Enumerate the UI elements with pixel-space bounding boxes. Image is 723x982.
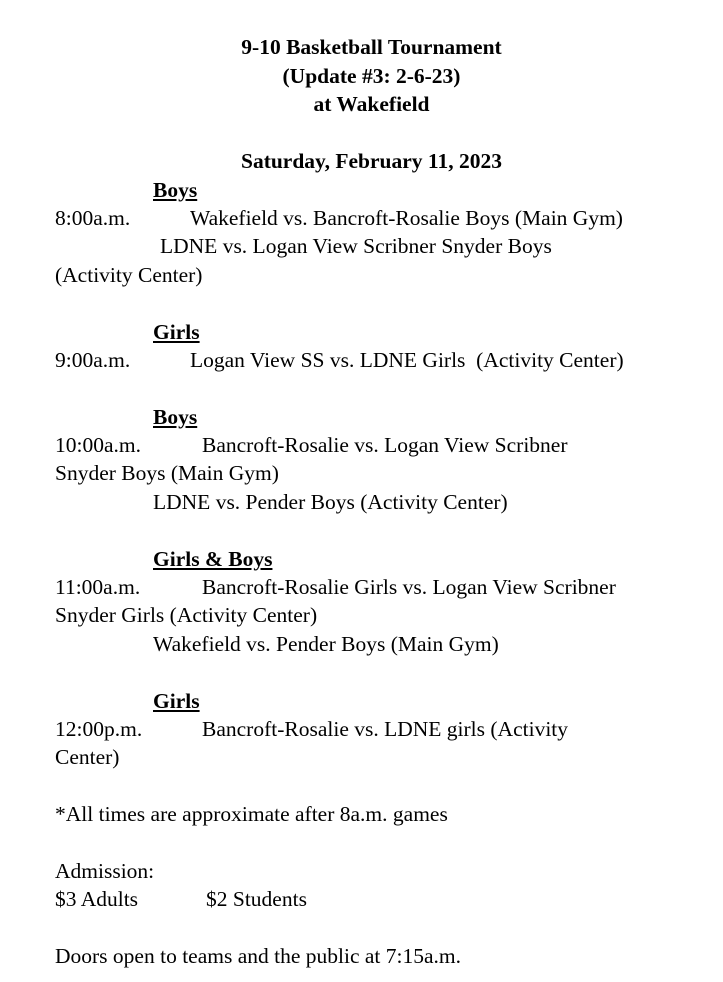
admission-adults: $3 Adults [55, 887, 139, 911]
game-line: LDNE vs. Logan View Scribner Snyder Boys [160, 234, 552, 258]
game-line: Wakefield vs. Pender Boys (Main Gym) [153, 632, 499, 656]
game-time: 9:00a.m. [55, 348, 131, 372]
admission-label: Admission: [55, 859, 155, 883]
game-line: Center) [55, 745, 120, 769]
document-date: Saturday, February 11, 2023 [240, 149, 502, 173]
game-line: Bancroft-Rosalie vs. LDNE girls (Activity [202, 717, 569, 741]
game-line: Snyder Boys (Main Gym) [55, 461, 279, 485]
game-line: LDNE vs. Pender Boys (Activity Center) [153, 490, 508, 514]
game-line: Bancroft-Rosalie vs. Logan View Scribner [202, 433, 568, 457]
game-line: Snyder Girls (Activity Center) [55, 603, 318, 627]
game-line: Logan View SS vs. LDNE Girls (Activity Center) [190, 348, 624, 372]
game-line: Wakefield vs. Bancroft-Rosalie Boys (Main Gym) [190, 206, 623, 230]
section-heading: Boys [153, 405, 198, 429]
game-time: 10:00a.m. [55, 433, 141, 457]
doors-open-note: Doors open to teams and the public at 7:15a.m. [55, 944, 462, 968]
section-heading: Boys [153, 178, 198, 202]
document-update: (Update #3: 2-6-23) [282, 64, 461, 88]
approximate-times-note: *All times are approximate after 8a.m. games [55, 802, 448, 826]
admission-students: $2 Students [206, 887, 307, 911]
section-heading: Girls [153, 689, 200, 713]
game-time: 12:00p.m. [55, 717, 143, 741]
game-line: Bancroft-Rosalie Girls vs. Logan View Scribner [202, 575, 616, 599]
game-line: (Activity Center) [55, 263, 203, 287]
document-location: at Wakefield [313, 92, 430, 116]
document-title: 9-10 Basketball Tournament [241, 35, 502, 59]
game-time: 8:00a.m. [55, 206, 131, 230]
section-heading: Girls [153, 320, 200, 344]
game-time: 11:00a.m. [55, 575, 141, 599]
section-heading: Girls & Boys [153, 547, 273, 571]
